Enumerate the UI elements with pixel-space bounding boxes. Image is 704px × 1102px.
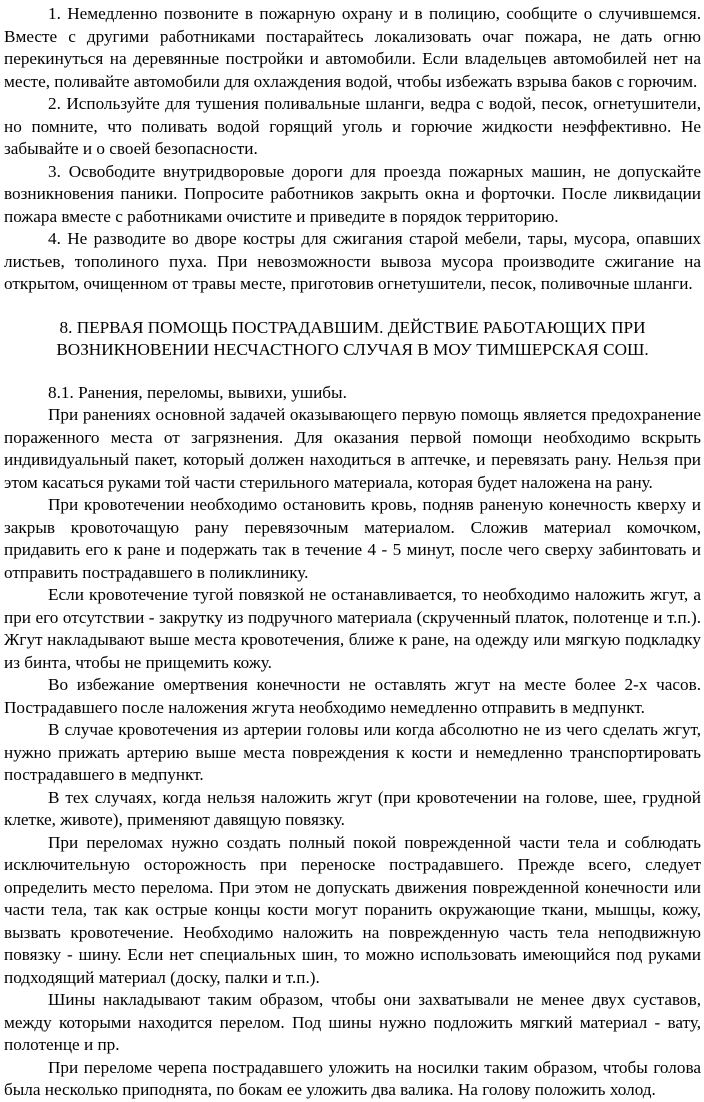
- paragraph-fractures: При переломах нужно создать полный покой поврежденной части тела и соблюдать исключительную осторожность при переноске пострадавшего. Прежде всего, следует определить место перелома. При этом не допускать движения поврежденной конечности или части тела, так как острые концы кости могут поранить окружающие ткани, мышцы, кожу, вызвать кровотечение. Необходимо наложить на поврежденную часть тела неподвижную повязку - шину. Если нет специальных шин, то можно использовать имеющийся под руками подходящий материал (доску, палки и т.п.).: [4, 832, 701, 987]
- paragraph-free-roads: 3. Освободите внутридворовые дороги для проезда пожарных машин, не допускайте возникновения паники. Попросите работников закрыть окна и форточки. После ликвидации пожара вместе с работниками очистите и приведите в порядок территорию.: [4, 161, 701, 226]
- section-heading-line-2: ВОЗНИКНОВЕНИИ НЕСЧАСТНОГО СЛУЧАЯ В МОУ ТИМШЕРСКАЯ СОШ.: [56, 340, 649, 359]
- paragraph-skull-fracture: При переломе черепа пострадавшего уложить на носилки таким образом, чтобы голова была несколько приподнята, по бокам ее уложить два валика. На голову положить холод.: [4, 1057, 701, 1099]
- section-heading-line-1: 8. ПЕРВАЯ ПОМОЩЬ ПОСТРАДАВШИМ. ДЕЙСТВИЕ РАБОТАЮЩИХ ПРИ: [59, 317, 646, 337]
- paragraph-tourniquet: Если кровотечение тугой повязкой не останавливается, то необходимо наложить жгут, а при его отсутствии - закрутку из подручного материала (скрученный платок, полотенце и т.п.). Жгут накладывают выше места кровотечения, ближе к ране, на одежду или мягкую подкладку из бинта, чтобы не прищемить кожу.: [4, 585, 701, 672]
- section-heading: [4, 317, 701, 362]
- paragraph-extinguishing-means: 2. Используйте для тушения поливальные шланги, ведра с водой, песок, огнетушители, но помните, что поливать водой горящий уголь и горючие жидкости неэффективно. Не забывайте и о своей безопасности.: [4, 94, 701, 158]
- paragraph-splints: Шины накладывают таким образом, чтобы они захватывали не менее двух суставов, между которыми находится перелом. Под шины нужно подложить мягкий материал - вату, полотенце и пр.: [4, 990, 701, 1054]
- paragraph-wounds: При ранениях основной задачей оказывающего первую помощь является предохранение пораженного места от загрязнения. Для оказания первой помощи необходимо вскрыть индивидуальный пакет, который должен находиться в аптечке, и перевязать рану. Нельзя при этом касаться руками той части стерильного материала, которая будет наложена на рану.: [4, 405, 701, 492]
- paragraph-pressure-bandage: В тех случаях, когда нельзя наложить жгут (при кровотечении на голове, шее, грудной клетке, животе), применяют давящую повязку.: [4, 787, 701, 829]
- paragraph-bleeding: При кровотечении необходимо остановить кровь, подняв раненую конечность кверху и закрыв кровоточащую рану перевязочным материалом. Сложив материал комочком, придавить его к ране и подержать так в течение 4 - 5 минут, после чего сверху забинтовать и отправить пострадавшего в поликлинику.: [4, 495, 701, 582]
- subsection-title: 8.1. Ранения, переломы, вывихи, ушибы.: [48, 382, 347, 402]
- paragraph-tourniquet-time: Во избежание омертвения конечности не оставлять жгут на месте более 2-х часов. Пострадавшего после наложения жгута необходимо немедленно отправить в медпункт.: [4, 675, 701, 717]
- paragraph-no-bonfires: 4. Не разводите во дворе костры для сжигания старой мебели, тары, мусора, опавших листьев, тополиного пуха. При невозможности вывоза мусора производите сжигание на открытом, очищенном от травы месте, приготовив огнетушители, песок, поливочные шланги.: [4, 229, 701, 293]
- paragraph-call-fire-service: 1. Немедленно позвоните в пожарную охрану и в полицию, сообщите о случившемся. Вместе с другими работниками постарайтесь локализовать очаг пожара, не дать огню перекинуться на деревянные постройки и автомобили. Если владельцев автомобилей нет на месте, поливайте автомобили для охлаждения водой, чтобы избежать взрыва баков с горючим.: [4, 4, 701, 91]
- paragraph-head-artery: В случае кровотечения из артерии головы или когда абсолютно не из чего сделать жгут, нужно прижать артерию выше места повреждения к кости и немедленно транспортировать пострадавшего в медпункт.: [4, 720, 701, 784]
